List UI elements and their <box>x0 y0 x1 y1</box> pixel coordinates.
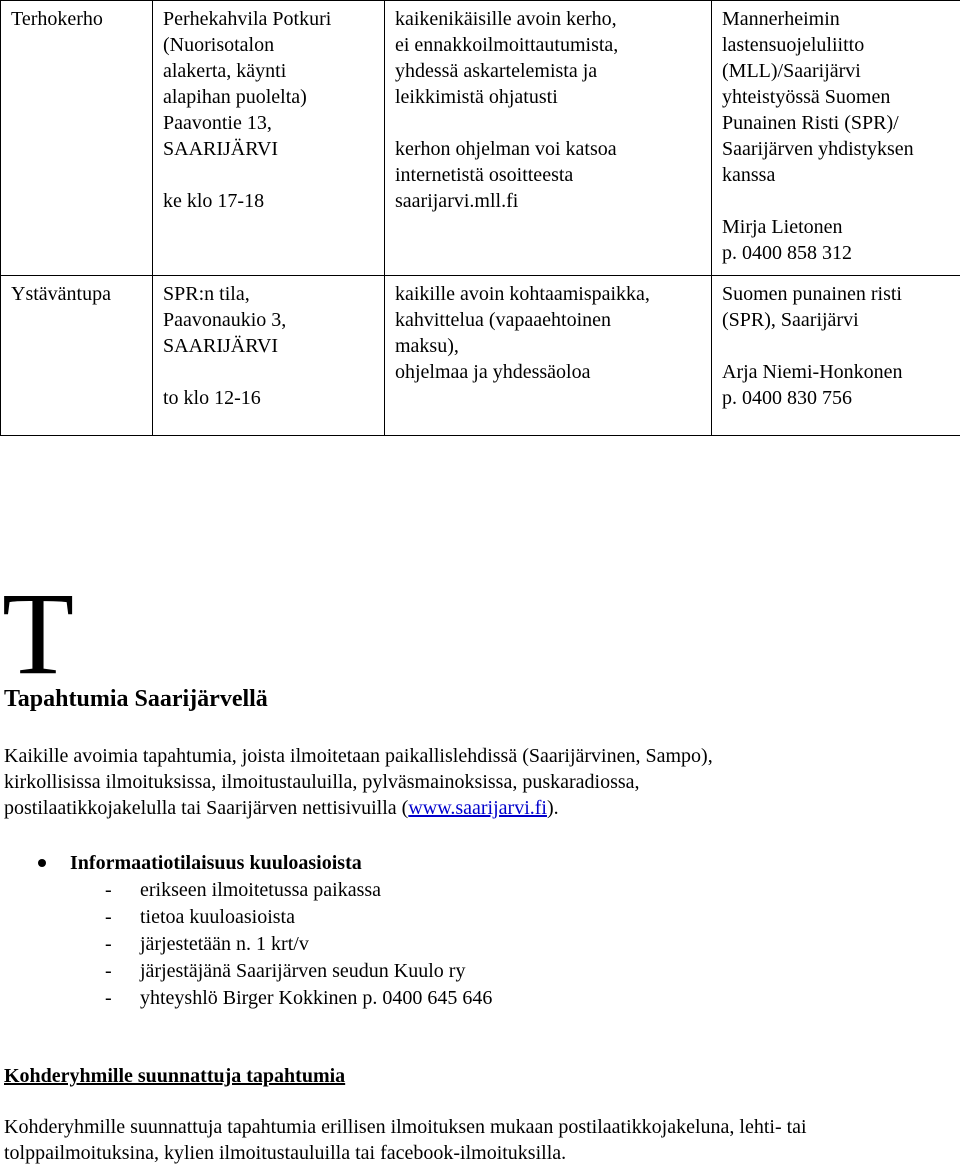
place-cell <box>153 1 385 276</box>
place-line: (Nuorisotalon <box>163 34 275 56</box>
list-item-text: järjestetään n. 1 krt/v <box>140 933 309 955</box>
organizer-line: Mannerheimin <box>722 8 840 30</box>
list-item-text: erikseen ilmoitetussa paikassa <box>140 879 382 901</box>
dash-marker: - <box>105 933 112 955</box>
place-line: alapihan puolelta) <box>163 86 307 108</box>
place-line: Paavontie 13, <box>163 112 272 134</box>
contact-name: Arja Niemi-Honkonen <box>722 361 903 383</box>
contact-phone: p. 0400 858 312 <box>722 242 852 264</box>
place-line: SAARIJÄRVI <box>163 138 279 160</box>
website-text: saarijarvi.mll.fi <box>395 190 519 212</box>
section-heading: Tapahtumia Saarijärvellä <box>4 686 268 712</box>
target-groups-line: tolppailmoituksina, kylien ilmoitustauluilla tai facebook-ilmoituksilla. <box>4 1142 567 1164</box>
organizer-line: Suomen punainen risti <box>722 283 902 305</box>
events-table-container <box>0 0 960 436</box>
activity-name: Terhokerho <box>11 8 103 30</box>
activity-name: Ystäväntupa <box>11 283 111 305</box>
organizer-cell <box>712 276 960 436</box>
dash-marker: - <box>105 960 112 982</box>
dash-marker: - <box>105 906 112 928</box>
target-groups-paragraph <box>4 1114 959 1166</box>
list-item-text: järjestäjänä Saarijärven seudun Kuulo ry <box>140 960 466 982</box>
intro-text: ). <box>546 797 559 819</box>
dash-marker: - <box>105 879 112 901</box>
description-line: leikkimistä ohjatusti <box>395 86 558 108</box>
list-item-text: yhteyshlö Birger Kokkinen p. 0400 645 646 <box>140 987 493 1009</box>
dash-marker: - <box>105 987 112 1009</box>
organizer-cell <box>712 1 960 276</box>
activity-name-cell <box>1 1 153 276</box>
organizer-line: (MLL)/Saarijärvi <box>722 60 861 82</box>
organizer-line: yhteistyössä Suomen <box>722 86 891 108</box>
description-line: ohjelmaa ja yhdessäoloa <box>395 361 591 383</box>
description-cell <box>385 276 712 436</box>
place-cell <box>153 276 385 436</box>
time-line: ke klo 17-18 <box>163 190 265 212</box>
target-groups-line: Kohderyhmille suunnattuja tapahtumia erillisen ilmoituksen mukaan postilaatikkojakeluna, lehti- tai <box>4 1116 807 1138</box>
description-line: internetistä osoitteesta <box>395 164 574 186</box>
description-line: yhdessä askartelemista ja <box>395 60 598 82</box>
info-event-list <box>0 850 960 1009</box>
events-table <box>0 0 960 436</box>
contact-phone: p. 0400 830 756 <box>722 387 852 409</box>
place-line: SPR:n tila, <box>163 283 250 305</box>
place-line: alakerta, käynti <box>163 60 287 82</box>
table-row <box>1 1 960 276</box>
place-line: Perhekahvila Potkuri <box>163 8 332 30</box>
description-cell <box>385 1 712 276</box>
info-event-title: Informaatiotilaisuus kuuloasioista <box>70 852 362 874</box>
activity-name-cell <box>1 276 153 436</box>
organizer-line: kanssa <box>722 164 776 186</box>
contact-name: Mirja Lietonen <box>722 216 843 238</box>
description-line: kahvittelua (vapaaehtoinen <box>395 309 612 331</box>
description-line: kerhon ohjelman voi katsoa <box>395 138 617 160</box>
place-line: Paavonaukio 3, <box>163 309 287 331</box>
section-letter: T <box>2 568 75 699</box>
list-item-text: tietoa kuuloasioista <box>140 906 295 928</box>
bullet-icon <box>38 859 46 867</box>
target-groups-heading: Kohderyhmille suunnattuja tapahtumia <box>4 1065 346 1087</box>
info-event-title-row <box>0 850 960 876</box>
intro-line: kirkollisissa ilmoituksissa, ilmoitustauluilla, pylväsmainoksissa, puskaradiossa, <box>4 771 640 793</box>
intro-paragraph <box>4 743 954 821</box>
table-row <box>1 276 960 436</box>
organizer-line: Punainen Risti (SPR)/ <box>722 112 899 134</box>
intro-line: Kaikille avoimia tapahtumia, joista ilmoitetaan paikallislehdissä (Saarijärvinen, Sampo), <box>4 745 713 767</box>
description-line: ei ennakkoilmoittautumista, <box>395 34 619 56</box>
time-line: to klo 12-16 <box>163 387 261 409</box>
organizer-line: (SPR), Saarijärvi <box>722 309 859 331</box>
intro-line <box>4 795 954 821</box>
description-line: kaikenikäisille avoin kerho, <box>395 8 617 30</box>
organizer-line: lastensuojeluliitto <box>722 34 865 56</box>
description-line: kaikille avoin kohtaamispaikka, <box>395 283 650 305</box>
description-line: maksu), <box>395 335 459 357</box>
organizer-line: Saarijärven yhdistyksen <box>722 138 914 160</box>
website-link[interactable]: www.saarijarvi.fi <box>408 797 547 819</box>
intro-text: postilaatikkojakelulla tai Saarijärven nettisivuilla ( <box>4 797 409 819</box>
place-line: SAARIJÄRVI <box>163 335 279 357</box>
